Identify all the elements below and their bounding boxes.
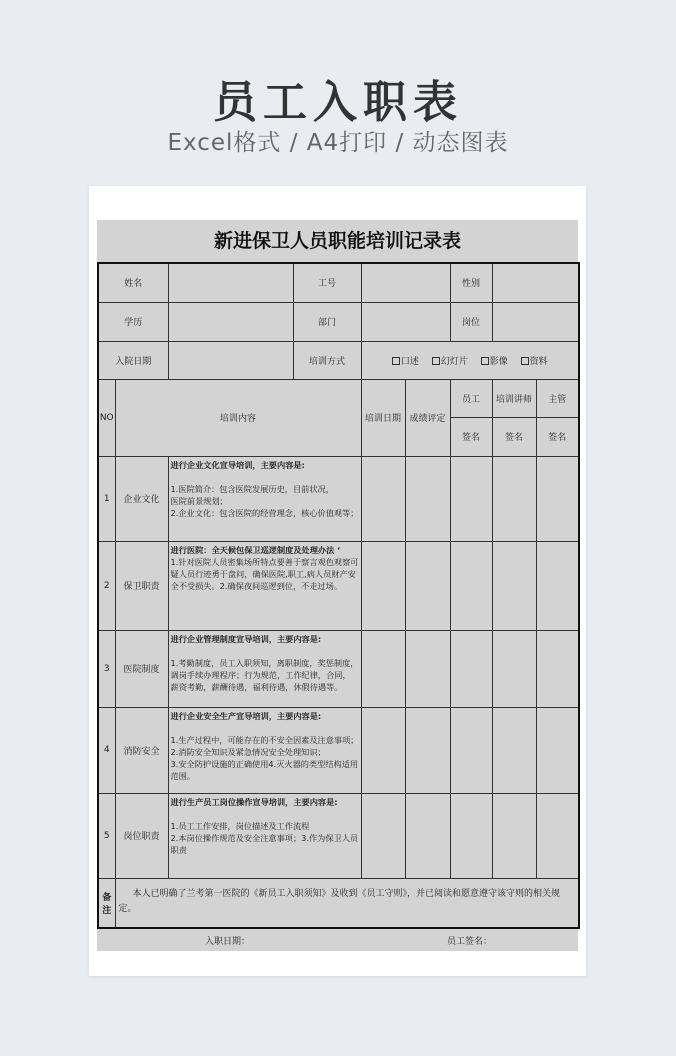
- employee-signature-label: 员工签名：: [447, 937, 493, 947]
- header-sign-employee: 签名: [450, 417, 492, 456]
- content-line: 3.安全防护设施的正确使用4.灭火器的类型结构适用范围。: [170, 758, 359, 781]
- header-employee: 员工: [450, 379, 492, 417]
- row-no: 4: [98, 707, 115, 793]
- form-footer: [97, 929, 578, 951]
- row-topic: 岗位职责: [115, 793, 168, 878]
- cell-sign-supervisor[interactable]: [536, 707, 579, 793]
- field-department[interactable]: [361, 302, 450, 341]
- method-option-oral[interactable]: 口述: [392, 357, 419, 367]
- header-content: 培训内容: [115, 379, 361, 456]
- row-content: [168, 456, 361, 541]
- table-row: [98, 541, 579, 630]
- row-no: 1: [98, 456, 115, 541]
- checkbox-icon[interactable]: [392, 357, 400, 365]
- content-heading: 进行企业安全生产宣导培训，主要内容是:: [170, 710, 322, 721]
- row-content: [168, 541, 361, 630]
- cell-train-date[interactable]: [361, 630, 405, 707]
- label-position: 岗位: [450, 302, 492, 341]
- label-job-no: 工号: [293, 263, 361, 302]
- row-topic: 消防安全: [115, 707, 168, 793]
- row-content: [168, 707, 361, 793]
- label-gender: 性别: [450, 263, 492, 302]
- content-line: 1.考勤制度，员工入职须知，离职制度，奖惩制度，: [170, 657, 359, 668]
- cell-sign-employee[interactable]: [450, 541, 492, 630]
- cell-train-date[interactable]: [361, 793, 405, 878]
- page-subtitle: Excel格式 / A4打印 / 动态图表: [167, 130, 509, 156]
- cell-sign-lecturer[interactable]: [492, 456, 536, 541]
- cell-sign-supervisor[interactable]: [536, 456, 579, 541]
- content-line: 1.医院简介：包含医院发展历史，目前状况，: [170, 483, 334, 494]
- entry-date-label: 入职日期：: [205, 937, 251, 947]
- header-train-date: 培训日期: [361, 379, 405, 456]
- note-text: 本人已明确了兰考第一医院的《新员工入职须知》及收到《员工守则》，并已阅读和愿意遵守该守则的相关规定。: [115, 878, 579, 928]
- checkbox-icon[interactable]: [481, 357, 489, 365]
- note-label: 备注: [98, 878, 115, 928]
- content-line: 2.消防安全知识及紧急情况安全处理知识；: [170, 746, 326, 757]
- form-title: 新进保卫人员职能培训记录表: [213, 230, 461, 252]
- content-heading: 进行企业管理制度宣导培训，主要内容是:: [170, 633, 322, 644]
- content-line: 薪资考勤，薪酬待遇，福利待遇，休假待遇等。: [170, 681, 343, 692]
- cell-score[interactable]: [405, 456, 450, 541]
- header-sign-lecturer: 签名: [492, 417, 536, 456]
- cell-sign-supervisor[interactable]: [536, 630, 579, 707]
- page-title: 员工入职表: [213, 77, 463, 128]
- cell-score[interactable]: [405, 630, 450, 707]
- cell-sign-supervisor[interactable]: [536, 541, 579, 630]
- content-line: 医院前景规划；: [170, 495, 228, 506]
- cell-sign-employee[interactable]: [450, 707, 492, 793]
- header-score: 成绩评定: [405, 379, 450, 456]
- form-sheet: [97, 220, 578, 951]
- checkbox-icon[interactable]: [521, 357, 529, 365]
- table-row: [98, 456, 579, 541]
- header-no: NO: [98, 379, 115, 456]
- cell-train-date[interactable]: [361, 707, 405, 793]
- cell-sign-employee[interactable]: [450, 630, 492, 707]
- cell-sign-employee[interactable]: [450, 793, 492, 878]
- header-lecturer: 培训讲师: [492, 379, 536, 417]
- cell-score[interactable]: [405, 793, 450, 878]
- table-row: [98, 302, 579, 341]
- content-line: 1.员工工作安排，岗位描述及工作流程: [170, 820, 310, 831]
- cell-sign-lecturer[interactable]: [492, 707, 536, 793]
- cell-sign-employee[interactable]: [450, 456, 492, 541]
- field-education[interactable]: [168, 302, 293, 341]
- content-heading: 进行生产员工岗位操作宣导培训，主要内容是:: [170, 796, 338, 807]
- training-method-options: [361, 341, 579, 379]
- header-supervisor: 主管: [536, 379, 579, 417]
- content-line: 调岗手续办理程序；行为规范，工作纪律，合同，: [170, 669, 351, 680]
- method-option-video[interactable]: 影像: [481, 357, 508, 367]
- content-line: 1.针对医院人员密集场所特点要善于察言观色观察可疑人员行迹勇于盘问，确保医院,职工,病人员财产安全不受损失。2.确保夜间巡逻到位，不走过场。: [170, 556, 359, 591]
- cell-sign-supervisor[interactable]: [536, 793, 579, 878]
- row-topic: 企业文化: [115, 456, 168, 541]
- row-topic: 保卫职责: [115, 541, 168, 630]
- label-entry-date: 入院日期: [98, 341, 168, 379]
- table-row: [98, 793, 579, 878]
- training-record-table: [97, 262, 580, 929]
- table-row: [98, 263, 579, 302]
- field-entry-date[interactable]: [168, 341, 293, 379]
- note-row: [98, 878, 579, 928]
- field-position[interactable]: [492, 302, 579, 341]
- row-no: 5: [98, 793, 115, 878]
- label-name: 姓名: [98, 263, 168, 302]
- table-row: [98, 707, 579, 793]
- table-row: [98, 341, 579, 379]
- row-content: [168, 630, 361, 707]
- field-job-no[interactable]: [361, 263, 450, 302]
- field-gender[interactable]: [492, 263, 579, 302]
- table-row: [98, 630, 579, 707]
- method-option-docs[interactable]: 资料: [521, 357, 548, 367]
- row-content: [168, 793, 361, 878]
- cell-sign-lecturer[interactable]: [492, 630, 536, 707]
- row-no: 3: [98, 630, 115, 707]
- cell-sign-lecturer[interactable]: [492, 541, 536, 630]
- cell-score[interactable]: [405, 541, 450, 630]
- header-sign-supervisor: 签名: [536, 417, 579, 456]
- field-name[interactable]: [168, 263, 293, 302]
- row-no: 2: [98, 541, 115, 630]
- cell-train-date[interactable]: [361, 541, 405, 630]
- content-line: 2.本岗位操作规范及安全注意事项；3.作为保卫人员职责: [170, 832, 359, 855]
- table-header-row: [98, 379, 579, 417]
- checkbox-icon[interactable]: [432, 357, 440, 365]
- method-option-slides[interactable]: 幻灯片: [432, 357, 468, 367]
- row-topic: 医院制度: [115, 630, 168, 707]
- cell-sign-lecturer[interactable]: [492, 793, 536, 878]
- label-department: 部门: [293, 302, 361, 341]
- content-line: 1.生产过程中，可能存在的不安全因素及注意事项；: [170, 734, 359, 745]
- content-heading: 进行医院：全天候包保卫巡逻制度及处理办法 ‘: [170, 544, 341, 555]
- content-heading: 进行企业文化宣导培训，主要内容是:: [170, 459, 305, 470]
- label-training-method: 培训方式: [293, 341, 361, 379]
- cell-train-date[interactable]: [361, 456, 405, 541]
- content-line: 2.企业文化：包含医院的经营理念，核心价值观等；: [170, 507, 359, 518]
- cell-score[interactable]: [405, 707, 450, 793]
- label-education: 学历: [98, 302, 168, 341]
